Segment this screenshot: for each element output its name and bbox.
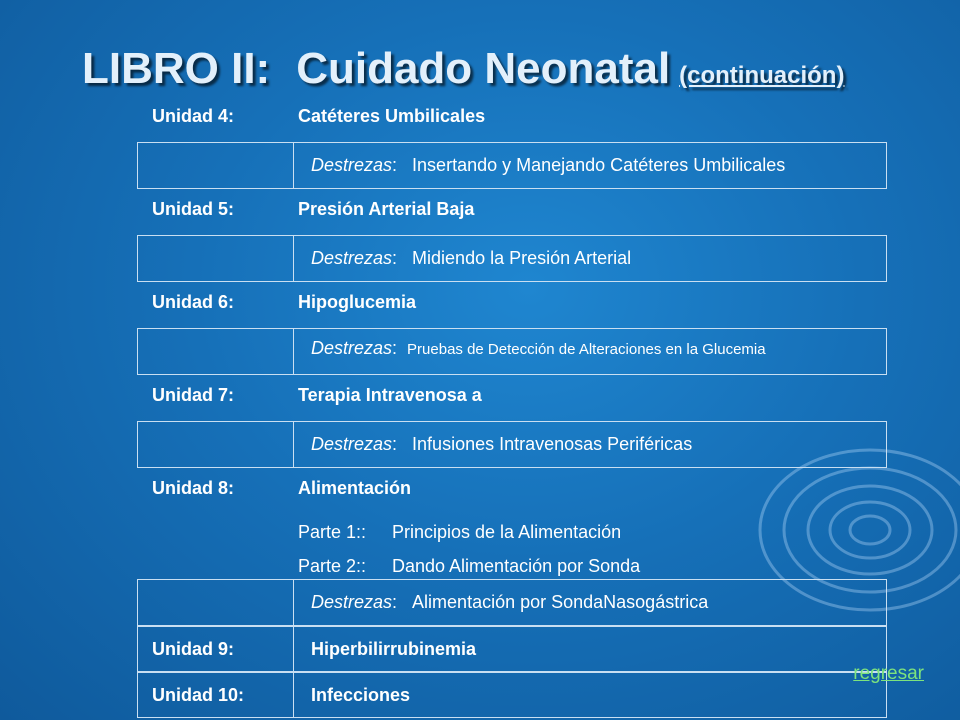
unit-10-row: Unidad 10: Infecciones xyxy=(137,672,887,718)
unit-4-skill: Destrezas : Insertando y Manejando Catéteres Umbilicales xyxy=(311,155,786,175)
page-title: LIBRO II: Cuidado Neonatal (continuación) xyxy=(82,44,845,93)
unit-7-skill: Destrezas : Infusiones Intravenosas Periféricas xyxy=(311,434,693,454)
unit-5-skill-box xyxy=(137,235,887,282)
unit-8-part-2: Parte 2:: Dando Alimentación por Sonda xyxy=(298,556,641,576)
unit-7-skill-box xyxy=(137,421,887,468)
unit-6-skill: Destrezas: Pruebas de Detección de Alteraciones en la Glucemia xyxy=(311,338,766,358)
unit-6-skill-box xyxy=(137,328,887,375)
unit-4-skill-box xyxy=(137,142,887,189)
unit-5-skill: Destrezas : Midiendo la Presión Arterial xyxy=(311,248,632,268)
unit-8-part-1: Parte 1:: Principios de la Alimentación xyxy=(298,522,622,542)
title-suffix: (continuación) xyxy=(679,62,845,89)
unit-8-skill: Destrezas : Alimentación por SondaNasogástrica xyxy=(311,592,709,612)
unit-8-skill-box xyxy=(137,579,887,626)
back-link[interactable]: regresar xyxy=(853,663,924,684)
unit-9-row: Unidad 9: Hiperbilirrubinemia xyxy=(137,626,887,672)
